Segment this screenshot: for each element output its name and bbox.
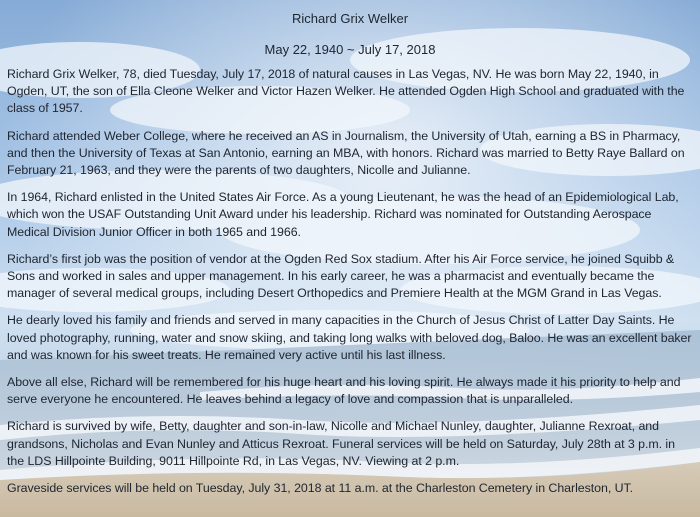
- paragraph-biography: Richard Grix Welker, 78, died Tuesday, July 17, 2018 of natural causes in Las Vegas, NV. He was born May 22, 1940, in Ogden, UT, the son of Ella Cleone Welker and Victor Hazen Welker. He attended Ogden High School and graduated with the class of 1957.: [7, 67, 685, 116]
- obituary-title: Richard Grix Welker: [291, 11, 409, 26]
- paragraph-career: Richard’s first job was the position of vendor at the Ogden Red Sox stadium. After his Air Force service, he joined Squibb & Sons and worked in sales and upper management. In his early career, he was a pharmacist and eventually became the manager of several medical groups, including Desert Orthopedics and Premiere Health at the MGM Grand in Las Vegas.: [7, 251, 675, 301]
- paragraph-legacy: Above all else, Richard will be remembered for his huge heart and his loving spirit. He always made it his priority to help and serve everyone he encountered. He leaves behind a legacy of love and compassion that is unparalleled.: [7, 375, 681, 407]
- paragraph-survivors-funeral: Richard is survived by wife, Betty, daughter and son-in-law, Nicolle and Michael Nunley, daughter, Julianne Rexroat, and grandsons, Nicholas and Evan Nunley and Atticus Rexroat. Funeral services will be held on Saturday, July 28th at 3 p.m. in the LDS Hillpointe Building, 9011 Hillpointe Rd, in Las Vegas, NV. Viewing at 2 p.m.: [7, 419, 675, 468]
- life-dates: May 22, 1940 ~ July 17, 2018: [264, 42, 436, 57]
- paragraph-education-marriage: Richard attended Weber College, where he received an AS in Journalism, the University of Utah, earning a BS in Pharmacy, and then the University of Texas at San Antonio, earning an MBA, with honors. Richard was married to Betty Raye Ballard on February 21, 1963, and they were the parents of two daughters, Nicolle and Julianne.: [7, 128, 685, 178]
- paragraph-graveside: Graveside services will be held on Tuesday, July 31, 2018 at 11 a.m. at the Charleston Cemetery in Charleston, UT.: [7, 481, 634, 496]
- paragraph-family-hobbies: He dearly loved his family and friends and served in many capacities in the Church of Jesus Christ of Latter Day Saints. He loved photography, running, water and snow skiing, and taking long walks with beloved dog, Baloo. He was an excellent baker and was known for his sweet treats. He remained very active until his last illness.: [7, 313, 692, 362]
- paragraph-air-force: In 1964, Richard enlisted in the United States Air Force. As a young Lieutenant, he was the head of an Epidemiological Lab, which won the USAF Outstanding Unit Award under his leadership. Richard was nominated for Outstanding Aerospace Medical Division Junior Officer in both 1965 and 1966.: [7, 190, 679, 239]
